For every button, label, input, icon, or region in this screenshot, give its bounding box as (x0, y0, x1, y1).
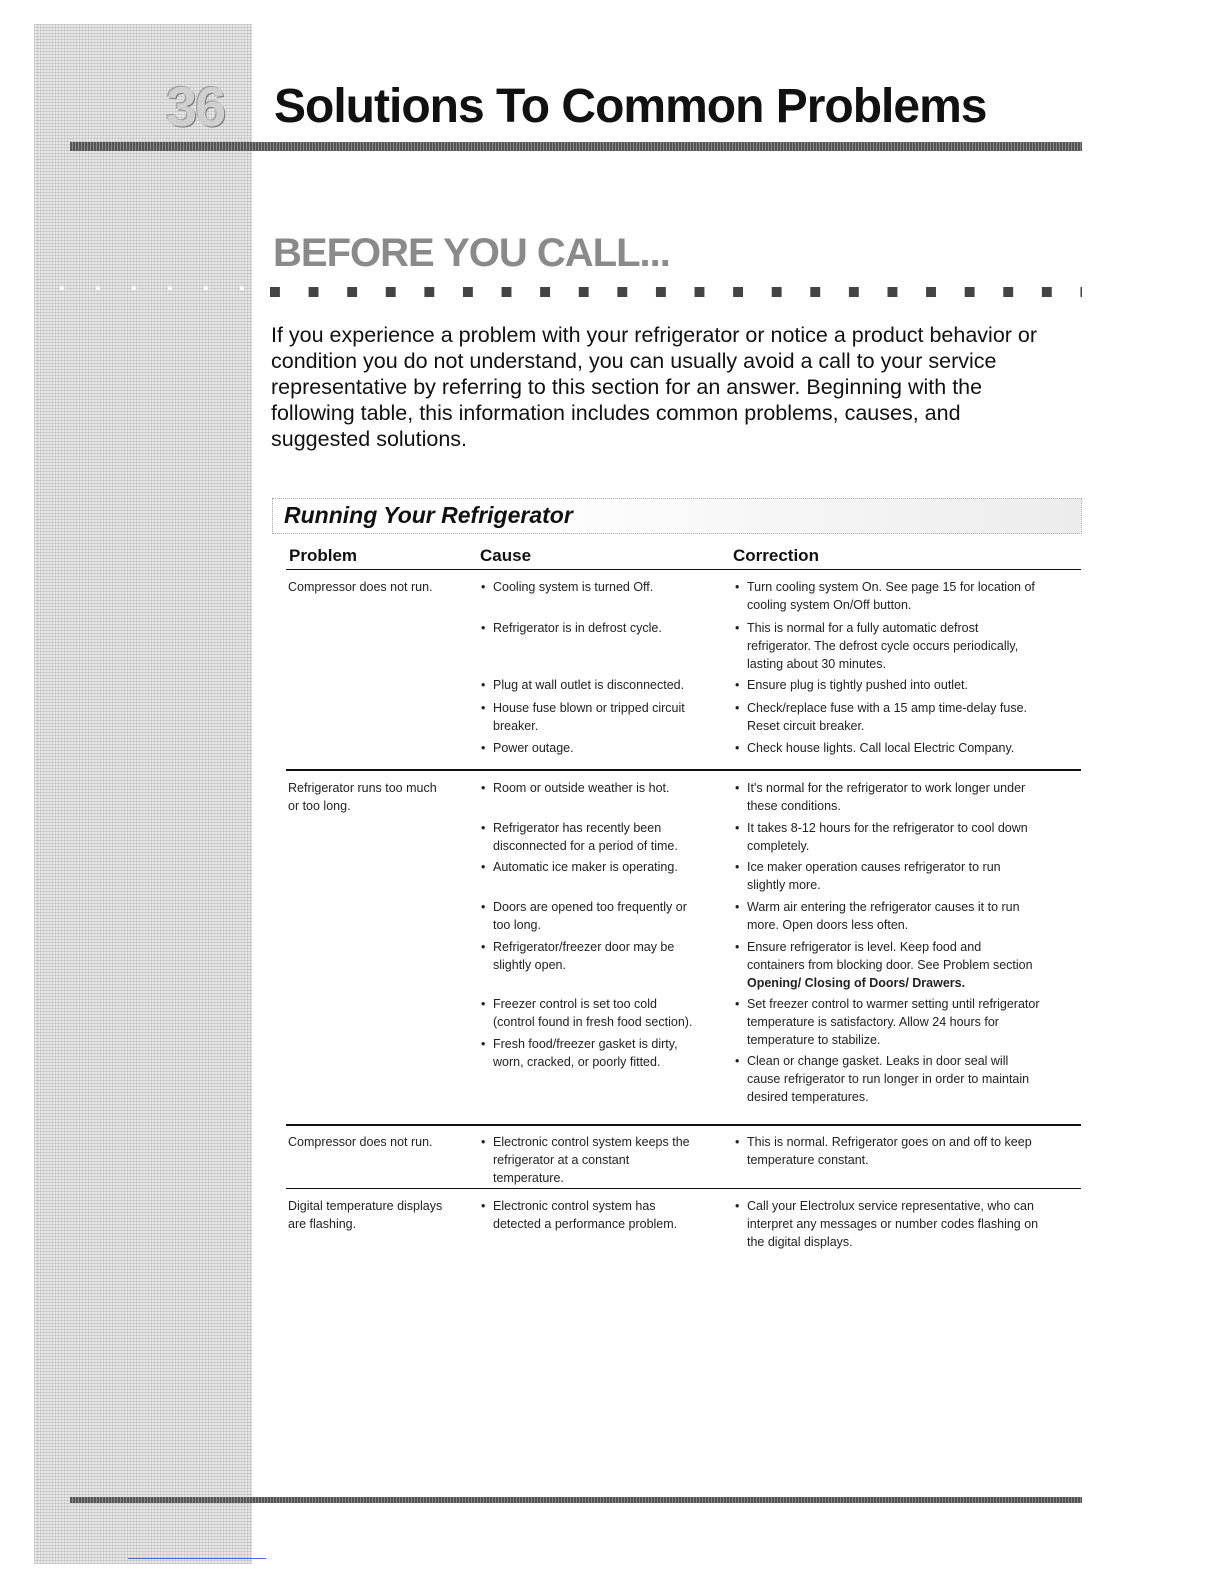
correction-item: • Check house lights. Call local Electric Company. (735, 741, 1015, 755)
correction-text-bold: Opening/ Closing of Doors/ Drawers. (747, 976, 966, 990)
correction-item: • Turn cooling system On. See page 15 for location of cooling system On/Off button. (735, 580, 1035, 612)
cause-text: slightly open. (493, 958, 566, 972)
page-title: Solutions To Common Problems (274, 80, 987, 133)
correction-text: Ice maker operation causes refrigerator to run (747, 860, 1001, 874)
column-header-correction: Correction (733, 546, 819, 565)
cause-text: Refrigerator/freezer door may be (493, 940, 675, 954)
title-rule (70, 142, 1082, 151)
cause-text: Doors are opened too frequently or (493, 900, 687, 914)
cause-text: too long. (493, 918, 541, 932)
intro-line: suggested solutions. (271, 427, 468, 451)
problem-text: Compressor does not run. (288, 1135, 433, 1149)
cause-item: • House fuse blown or tripped circuit breaker. (481, 701, 685, 733)
page-number: 36 (166, 75, 225, 138)
intro-paragraph (271, 322, 1071, 462)
correction-text: Set freezer control to warmer setting until refrigerator (747, 997, 1040, 1011)
bottom-rule (70, 1497, 1082, 1503)
problem-text: Compressor does not run. (288, 580, 433, 594)
sidebar-dot-row (44, 284, 244, 292)
problem-cell (288, 779, 468, 815)
cause-text: Power outage. (493, 741, 574, 755)
correction-text: It's normal for the refrigerator to work longer under (747, 781, 1026, 795)
correction-item: • Clean or change gasket. Leaks in door seal will cause refrigerator to run longer in order to maintain desired temperatures. (735, 1054, 1030, 1104)
column-header-problem: Problem (289, 546, 358, 565)
correction-text: refrigerator. The defrost cycle occurs periodically, (747, 639, 1019, 653)
correction-text: Reset circuit breaker. (747, 719, 865, 733)
column-header-cause: Cause (480, 546, 532, 565)
cause-text: refrigerator at a constant (493, 1153, 630, 1167)
cause-item: • Refrigerator/freezer door may be slightly open. (481, 940, 675, 972)
subsection-title: Running Your Refrigerator (284, 502, 573, 528)
correction-text: containers from blocking door. See Problem section (747, 958, 1033, 972)
cause-text: Plug at wall outlet is disconnected. (493, 678, 685, 692)
correction-text: these conditions. (747, 799, 841, 813)
correction-text: Ensure plug is tightly pushed into outlet. (747, 678, 968, 692)
problem-cell (288, 578, 468, 596)
intro-line: following table, this information includes common problems, causes, and (271, 401, 961, 425)
problem-text: are flashing. (288, 1217, 357, 1231)
correction-text: slightly more. (747, 878, 821, 892)
intro-line: If you experience a problem with your refrigerator or notice a product behavior or (271, 323, 1038, 347)
cause-item: • Doors are opened too frequently or too long. (481, 900, 687, 932)
correction-text: cause refrigerator to run longer in order to maintain (747, 1072, 1030, 1086)
problem-cell (288, 1197, 468, 1233)
cause-item: • Electronic control system has detected a performance problem. (481, 1199, 678, 1231)
correction-text: Turn cooling system On. See page 15 for location of (747, 580, 1035, 594)
cause-item: • Electronic control system keeps the refrigerator at a constant temperature. (481, 1135, 690, 1185)
cause-item: • Automatic ice maker is operating. (481, 860, 678, 874)
correction-text: Check house lights. Call local Electric Company. (747, 741, 1015, 755)
correction-item: • Ensure plug is tightly pushed into outlet. (735, 678, 968, 692)
correction-text: It takes 8-12 hours for the refrigerator to cool down (747, 821, 1028, 835)
cause-text: Electronic control system keeps the (493, 1135, 690, 1149)
cause-text: Cooling system is turned Off. (493, 580, 654, 594)
correction-text: temperature constant. (747, 1153, 869, 1167)
cause-text: Refrigerator is in defrost cycle. (493, 621, 662, 635)
correction-item: • Check/replace fuse with a 15 amp time-delay fuse. Reset circuit breaker. (735, 701, 1027, 733)
correction-item: • It's normal for the refrigerator to work longer under these conditions. (735, 781, 1026, 813)
cause-text: worn, cracked, or poorly fitted. (493, 1055, 661, 1069)
cause-text: Room or outside weather is hot. (493, 781, 670, 795)
correction-text: temperature to stabilize. (747, 1033, 881, 1047)
cause-item: • Refrigerator has recently been disconnected for a period of time. (481, 821, 678, 853)
sidebar-texture (34, 24, 252, 1564)
cause-text: Automatic ice maker is operating. (493, 860, 678, 874)
section-heading: BEFORE YOU CALL... (273, 231, 670, 275)
cause-item: • Freezer control is set too cold (control found in fresh food section). (481, 997, 693, 1029)
correction-text: completely. (747, 839, 810, 853)
cause-text: disconnected for a period of time. (493, 839, 678, 853)
cause-item: • Room or outside weather is hot. (481, 781, 670, 795)
correction-item: • Set freezer control to warmer setting until refrigerator temperature is satisfactory. Allow 24 hours for temperature to stabilize. (735, 997, 1040, 1047)
cause-text: breaker. (493, 719, 539, 733)
footer-link-rule (128, 1558, 266, 1559)
group-rule (286, 1188, 1081, 1189)
correction-text: desired temperatures. (747, 1090, 869, 1104)
problem-cell (288, 1133, 468, 1151)
correction-text: This is normal for a fully automatic defrost (747, 621, 979, 635)
correction-text: cooling system On/Off button. (747, 598, 912, 612)
cause-text: House fuse blown or tripped circuit (493, 701, 685, 715)
correction-text: lasting about 30 minutes. (747, 657, 886, 671)
correction-item: • This is normal. Refrigerator goes on and off to keep temperature constant. (735, 1135, 1032, 1167)
cause-text: Fresh food/freezer gasket is dirty, (493, 1037, 678, 1051)
cause-text: Freezer control is set too cold (493, 997, 657, 1011)
correction-text: Warm air entering the refrigerator causes it to run (747, 900, 1020, 914)
cause-item: • Refrigerator is in defrost cycle. (481, 621, 662, 635)
cause-item: • Power outage. (481, 741, 574, 755)
group-rule (286, 1124, 1081, 1126)
correction-text: interpret any messages or number codes flashing on (747, 1217, 1039, 1231)
correction-text: Call your Electrolux service representative, who can (747, 1199, 1034, 1213)
cause-text: temperature. (493, 1171, 564, 1185)
correction-item: • Call your Electrolux service representative, who can interpret any messages or number codes flashing on the digital displays. (735, 1199, 1039, 1249)
correction-text: the digital displays. (747, 1235, 853, 1249)
cause-item: • Fresh food/freezer gasket is dirty, worn, cracked, or poorly fitted. (481, 1037, 678, 1069)
heading-dot-rule (270, 287, 1082, 297)
table-header-rule (286, 569, 1081, 570)
problem-text: Refrigerator runs too much (288, 781, 437, 795)
intro-line: condition you do not understand, you can usually avoid a call to your service (271, 349, 997, 373)
problem-text: or too long. (288, 799, 351, 813)
correction-item: • It takes 8-12 hours for the refrigerator to cool down completely. (735, 821, 1028, 853)
correction-text: more. Open doors less often. (747, 918, 909, 932)
intro-line: representative by referring to this section for an answer. Beginning with the (271, 375, 983, 399)
cause-text: (control found in fresh food section). (493, 1015, 693, 1029)
correction-item: • Ensure refrigerator is level. Keep food and containers from blocking door. See Problem section Opening/ Closing of Doors/ Drawers. (735, 940, 1033, 990)
correction-text: temperature is satisfactory. Allow 24 hours for (747, 1015, 999, 1029)
cause-text: Electronic control system has (493, 1199, 656, 1213)
cause-item: • Plug at wall outlet is disconnected. (481, 678, 685, 692)
correction-item: • Ice maker operation causes refrigerator to run slightly more. (735, 860, 1001, 892)
correction-text: This is normal. Refrigerator goes on and off to keep (747, 1135, 1032, 1149)
correction-item: • Warm air entering the refrigerator causes it to run more. Open doors less often. (735, 900, 1020, 932)
correction-item: • This is normal for a fully automatic defrost refrigerator. The defrost cycle occurs periodically, lasting about 30 minutes. (735, 621, 1019, 671)
cause-text: detected a performance problem. (493, 1217, 678, 1231)
cause-item: • Cooling system is turned Off. (481, 580, 654, 594)
correction-text: Ensure refrigerator is level. Keep food and (747, 940, 982, 954)
cause-text: Refrigerator has recently been (493, 821, 662, 835)
correction-text: Clean or change gasket. Leaks in door seal will (747, 1054, 1009, 1068)
correction-text: Check/replace fuse with a 15 amp time-delay fuse. (747, 701, 1027, 715)
problem-text: Digital temperature displays (288, 1199, 443, 1213)
group-rule (286, 769, 1081, 771)
